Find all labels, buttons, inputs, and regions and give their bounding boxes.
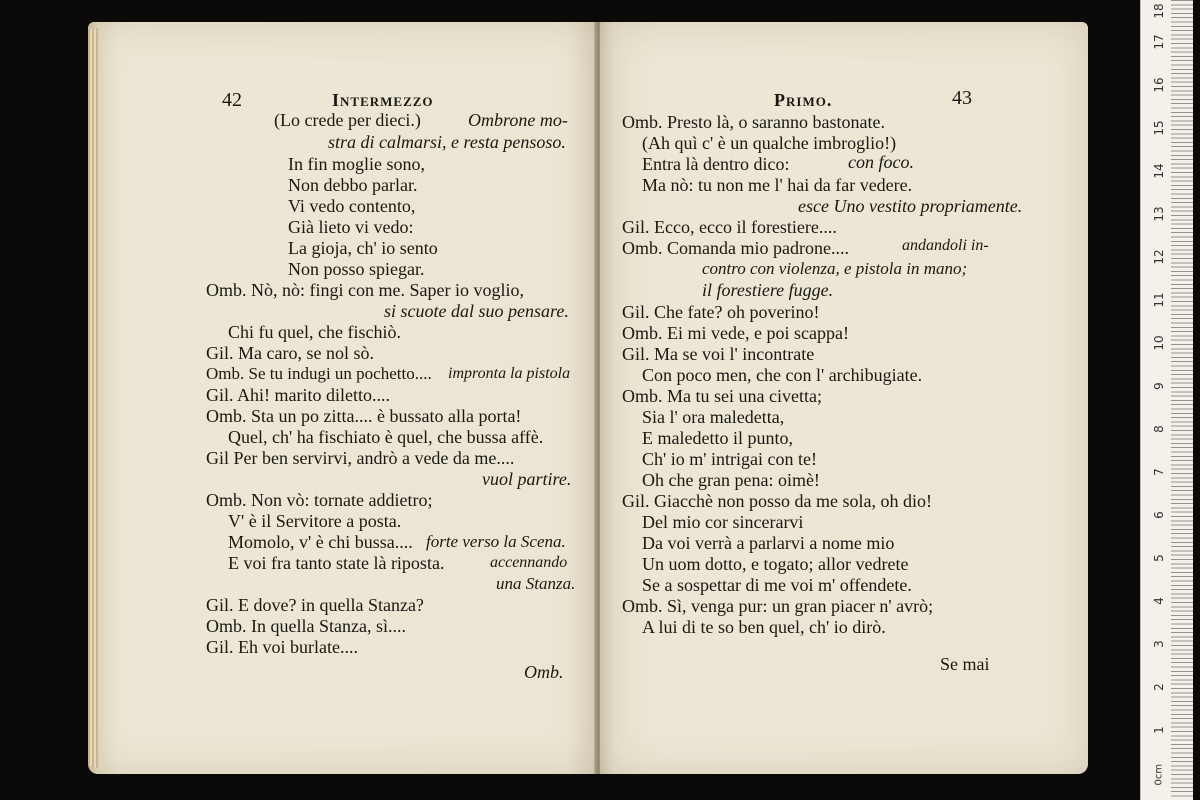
text-line: Già lieto vi vedo: — [288, 217, 414, 237]
text-line: Un uom dotto, e togato; allor vedrete — [642, 554, 909, 574]
text-line: Gil. Ma caro, se nol sò. — [206, 343, 374, 363]
stage-direction: con foco. — [848, 152, 914, 172]
ruler-label: 8 — [1152, 425, 1166, 433]
open-book — [88, 22, 1088, 774]
ruler-label: 0cm — [1153, 763, 1165, 786]
stage-direction: andandoli in- — [902, 237, 989, 254]
ruler-label: 13 — [1152, 206, 1166, 222]
text-line: Gil. Giacchè non posso da me sola, oh dio! — [622, 491, 932, 511]
text-line: (Lo crede per dieci.) — [274, 110, 421, 130]
left-page — [88, 22, 596, 774]
right-page — [600, 22, 1088, 774]
text-line: Gil. Ahi! marito diletto.... — [206, 385, 390, 405]
text-line: Quel, ch' ha fischiato è quel, che bussa affè. — [228, 427, 544, 447]
text-line: E maledetto il punto, — [642, 428, 793, 448]
text-line: Del mio cor sincerarvi — [642, 512, 804, 532]
text-line: Gil. E dove? in quella Stanza? — [206, 595, 424, 615]
page-number-left: 42 — [222, 89, 242, 111]
ruler-label: 9 — [1152, 382, 1166, 390]
text-line: Omb. Comanda mio padrone.... — [622, 238, 849, 258]
ruler-label: 18 — [1152, 3, 1166, 19]
text-line: Con poco men, che con l' archibugiate. — [642, 365, 923, 385]
text-line: Omb. Nò, nò: fingi con me. Saper io voglio, — [206, 280, 524, 300]
ruler-label: 7 — [1152, 468, 1166, 476]
text-line: Non debbo parlar. — [288, 175, 418, 195]
text-line: Vi vedo contento, — [288, 196, 416, 216]
text-line: Omb. In quella Stanza, sì.... — [206, 616, 406, 636]
stage-direction: Ombrone mo- — [468, 110, 568, 130]
ruler-label: 2 — [1152, 683, 1166, 691]
stage-direction: impronta la pistola — [448, 365, 571, 382]
text-line: In fin moglie sono, — [288, 154, 425, 174]
page-number-right: 43 — [952, 87, 972, 109]
text-line: Chi fu quel, che fischiò. — [228, 322, 401, 342]
text-line: Omb. Sta un po zitta.... è bussato alla porta! — [206, 406, 522, 426]
text-line: Gil Per ben servirvi, andrò a vede da me.... — [206, 448, 515, 468]
ruler-label: 15 — [1152, 120, 1166, 136]
text-line: (Ah quì c' è un qualche imbroglio!) — [642, 133, 897, 153]
text-line: Omb. Non vò: tornate addietro; — [206, 490, 433, 510]
catchword-right: Se mai — [940, 654, 990, 674]
text-line: Omb. Se tu indugi un pochetto.... — [206, 364, 432, 383]
text-line: Oh che gran pena: oimè! — [642, 470, 820, 490]
text-line: Non posso spiegar. — [288, 259, 425, 279]
stage-direction: una Stanza. — [496, 574, 576, 593]
ruler-label: 11 — [1152, 292, 1166, 308]
ruler-label: 17 — [1152, 34, 1166, 50]
text-line: V' è il Servitore a posta. — [228, 511, 402, 531]
text-line: A lui di te so ben quel, ch' io dirò. — [642, 617, 886, 637]
text-line: Omb. Ma tu sei una civetta; — [622, 386, 822, 406]
text-line: Omb. Ei mi vede, e poi scappa! — [622, 323, 849, 343]
text-line: Sia l' ora maledetta, — [642, 407, 785, 427]
text-line: Gil. Eh voi burlate.... — [206, 637, 358, 657]
stage-direction: stra di calmarsi, e resta pensoso. — [328, 132, 566, 152]
text-line: Omb. Presto là, o saranno bastonate. — [622, 112, 885, 132]
ruler-label: 4 — [1152, 597, 1166, 605]
stage-direction: forte verso la Scena. — [426, 532, 566, 551]
text-line: Omb. Sì, venga pur: un gran piacer n' avrò; — [622, 596, 934, 616]
catchword-left: Omb. — [524, 662, 564, 682]
stage-direction: accennando — [490, 554, 568, 571]
ruler-label: 1 — [1152, 726, 1166, 734]
stage-direction: vuol partire. — [482, 469, 572, 489]
text-line: E voi fra tanto state là riposta. — [228, 553, 445, 573]
page-edges — [88, 28, 98, 768]
ruler-label: 3 — [1152, 640, 1166, 648]
text-line: Gil. Che fate? oh poverino! — [622, 302, 820, 322]
text-line: Gil. Ecco, ecco il forestiere.... — [622, 217, 837, 237]
text-line: Ma nò: tu non me l' hai da far vedere. — [642, 175, 913, 195]
stage-direction: contro con violenza, e pistola in mano; — [702, 259, 968, 278]
measuring-ruler — [1140, 0, 1193, 800]
ruler-label: 10 — [1152, 335, 1166, 351]
text-line: Gil. Ma se voi l' incontrate — [622, 344, 815, 364]
ruler-ticks — [1171, 0, 1193, 800]
ruler-label: 16 — [1152, 77, 1166, 93]
stage-direction: esce Uno vestito propriamente. — [798, 196, 1023, 216]
ruler-label: 12 — [1152, 249, 1166, 265]
text-line: Entra là dentro dico: — [642, 154, 790, 174]
text-line: Ch' io m' intrigai con te! — [642, 449, 817, 469]
text-line: Se a sospettar di me voi m' offendete. — [642, 575, 912, 595]
text-line: Da voi verrà a parlarvi a nome mio — [642, 533, 895, 553]
running-head-left: Intermezzo — [332, 90, 434, 110]
stage-direction: si scuote dal suo pensare. — [384, 301, 569, 321]
ruler-label: 5 — [1152, 554, 1166, 562]
ruler-label: 14 — [1152, 163, 1166, 179]
text-line: Momolo, v' è chi bussa.... — [228, 532, 413, 552]
text-line: La gioja, ch' io sento — [288, 238, 438, 258]
stage-direction: il forestiere fugge. — [702, 280, 834, 300]
ruler-label: 6 — [1152, 511, 1166, 519]
running-head-right: Primo. — [774, 90, 833, 110]
